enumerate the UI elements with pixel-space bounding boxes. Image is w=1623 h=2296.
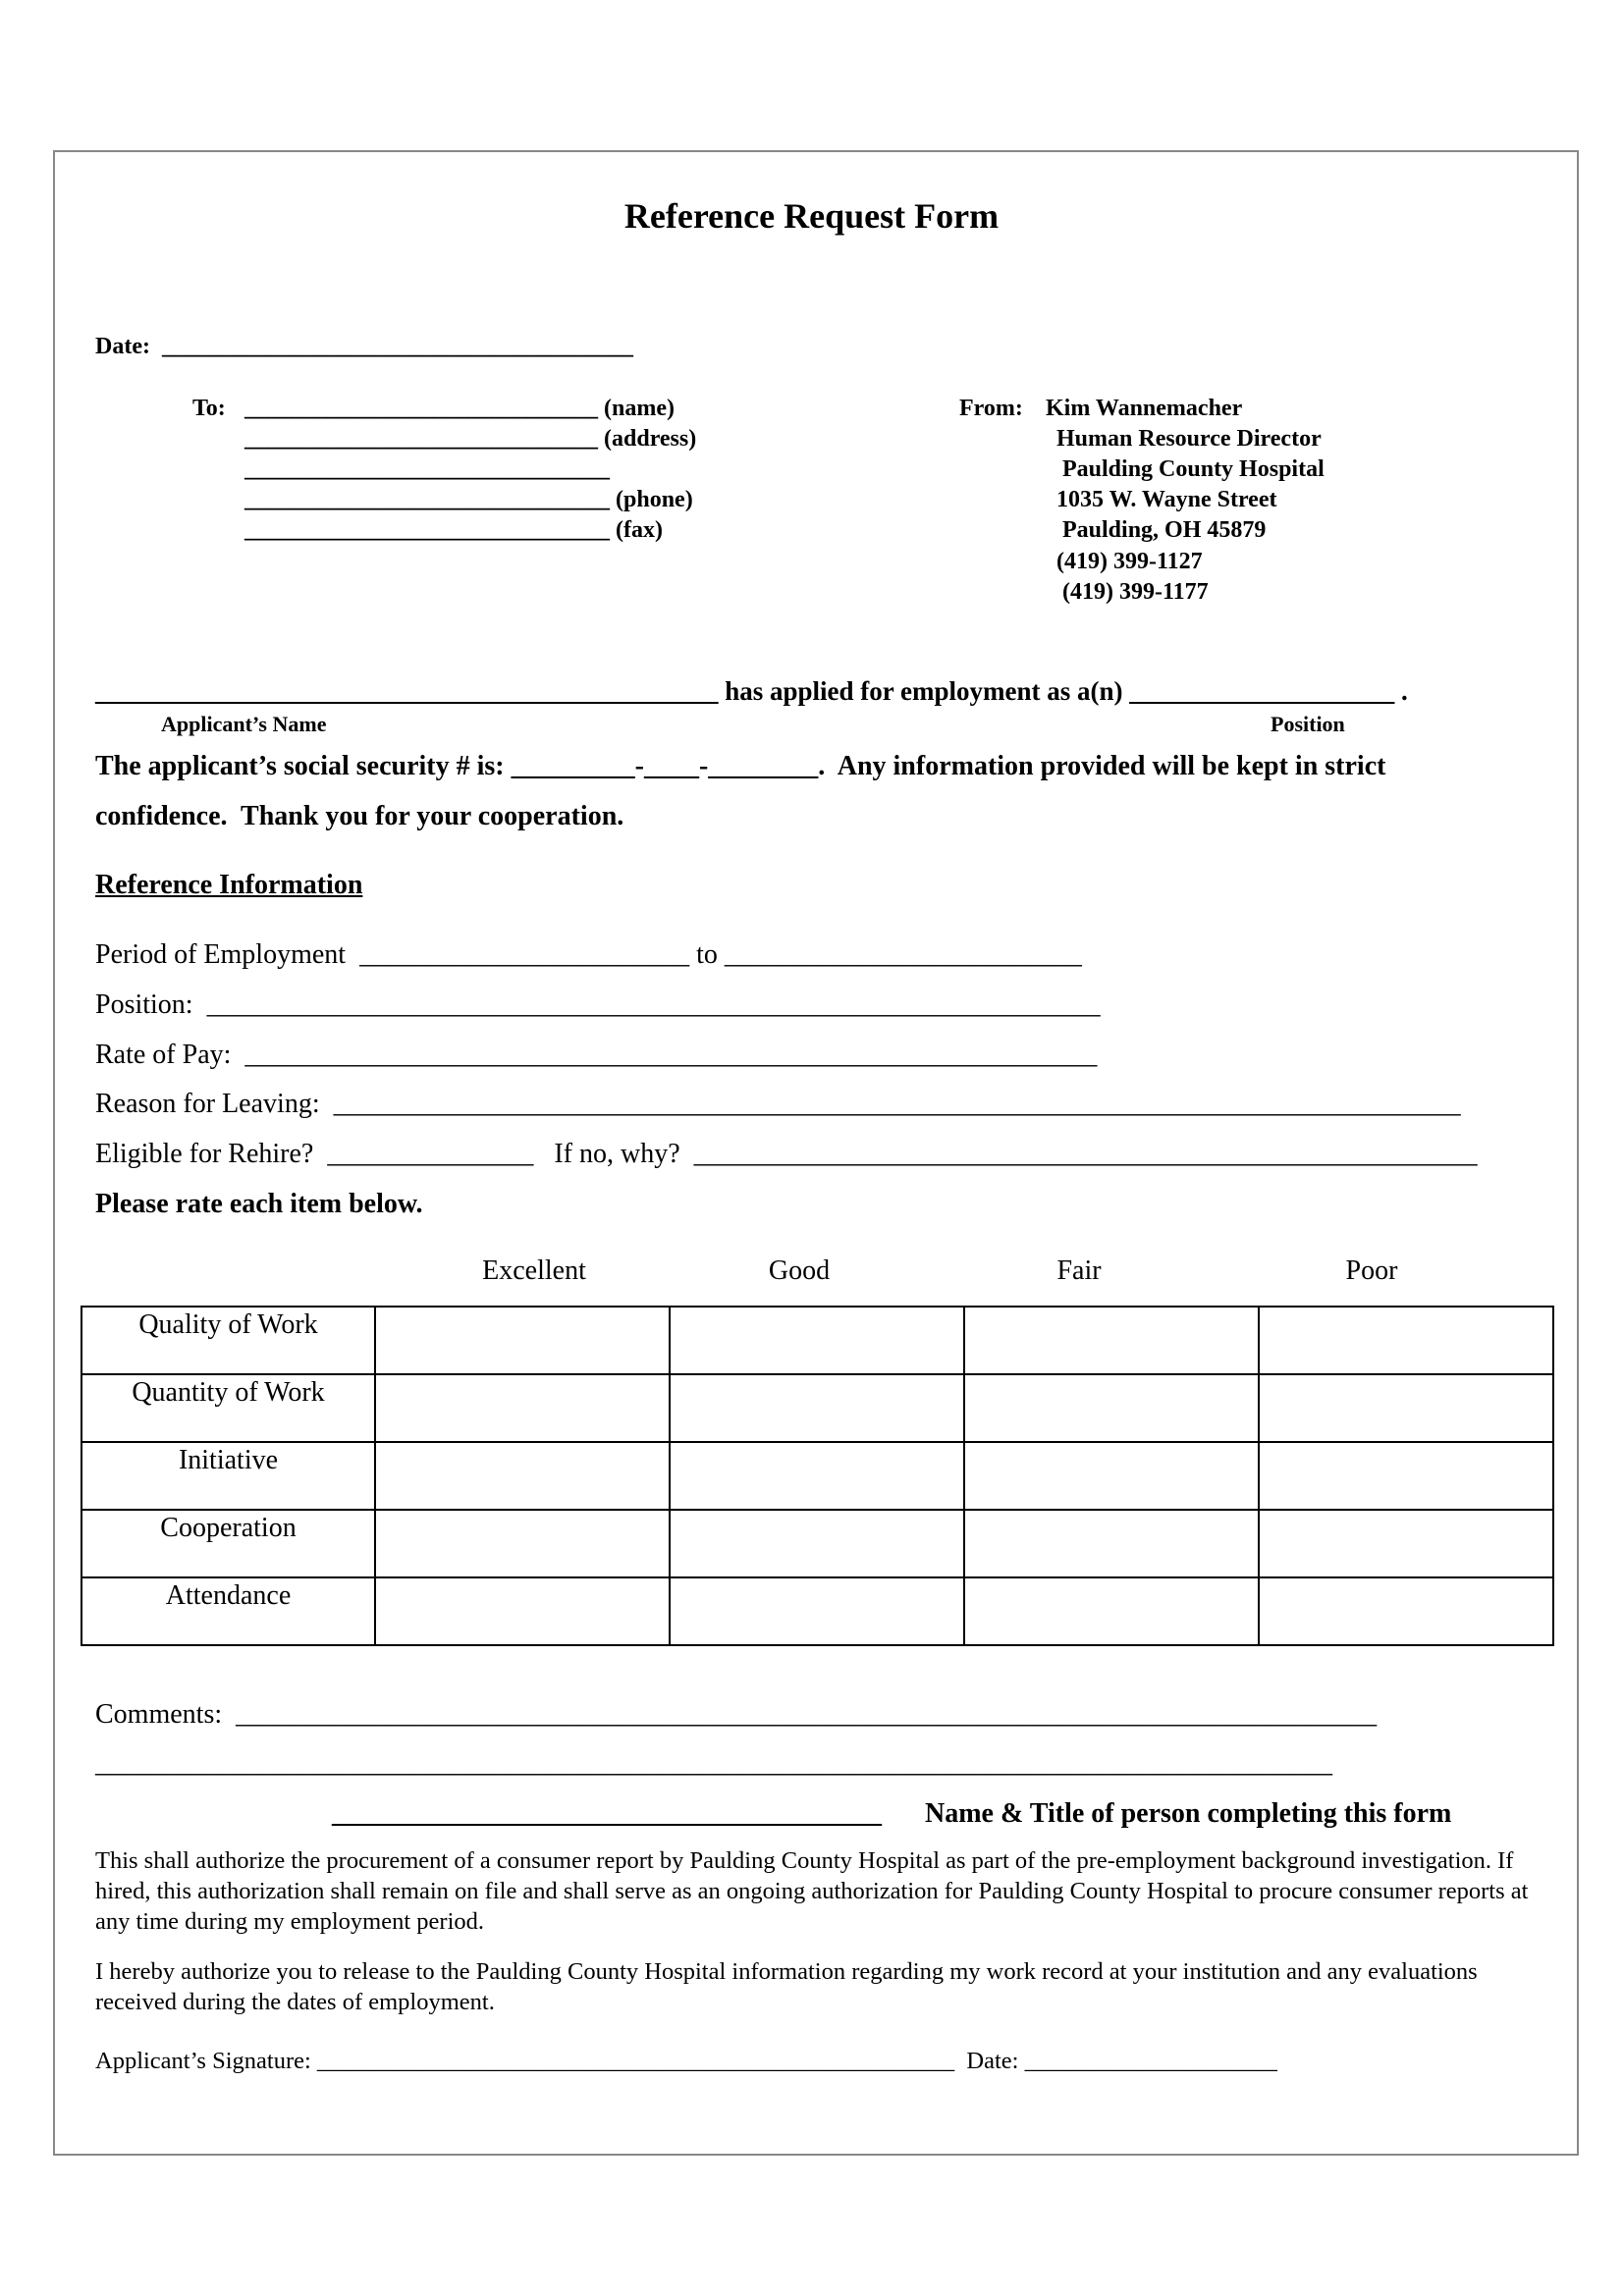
rating-cell-cooperation-excellent[interactable] [375, 1510, 670, 1577]
column-header-fair: Fair [1056, 1255, 1102, 1286]
confidence-line: confidence. Thank you for your cooperation. [95, 801, 624, 831]
rating-cell-attendance-excellent[interactable] [375, 1577, 670, 1645]
row-label-quantity-of-work: Quantity of Work [81, 1374, 375, 1442]
position-caption: Position [1271, 712, 1345, 736]
signer-caption: Name & Title of person completing this form [925, 1798, 1452, 1829]
rate-prompt: Please rate each item below. [95, 1189, 423, 1219]
rating-cell-quality-poor[interactable] [1259, 1307, 1553, 1374]
signer-name-field[interactable]: ________________________________________ [332, 1798, 882, 1829]
authorization-paragraph-1: This shall authorize the procurement of a consumer report by Paulding County Hospital as part of the pre-employment background investigation. If hired, this authorization shall remain on file and shall serve as an ongoing authorization for Paulding County Hospital to procure consumer reports at any time during my employment period. [95, 1847, 1529, 1935]
eligible-for-rehire-field[interactable]: Eligible for Rehire? _______________ If no, why? _________________________________________________________ [95, 1139, 1478, 1169]
rating-cell-quantity-poor[interactable] [1259, 1374, 1553, 1442]
from-name: Kim Wannemacher [1046, 396, 1243, 421]
to-label: To: [192, 396, 226, 421]
comments-field[interactable]: Comments: ___________________________________________________________________________________ [95, 1699, 1378, 1730]
rating-cell-quantity-fair[interactable] [964, 1374, 1259, 1442]
to-phone-field[interactable]: _______________________________ (phone) [244, 487, 693, 512]
from-title: Human Resource Director [1056, 426, 1322, 452]
from-organization: Paulding County Hospital [1062, 456, 1325, 482]
rating-table [81, 1306, 1554, 1646]
rating-cell-cooperation-fair[interactable] [964, 1510, 1259, 1577]
form-title: Reference Request Form [623, 196, 1000, 236]
column-header-poor: Poor [1345, 1255, 1398, 1286]
table-row [81, 1442, 1553, 1510]
from-street: 1035 W. Wayne Street [1056, 487, 1277, 512]
from-label: From: [959, 396, 1023, 421]
from-fax: (419) 399-1177 [1062, 579, 1209, 605]
to-name-field[interactable]: ______________________________ (name) [244, 396, 675, 421]
row-label-attendance: Attendance [81, 1577, 375, 1645]
applicant-name-caption: Applicant’s Name [161, 712, 327, 736]
date-field[interactable]: Date: ________________________________________ [95, 334, 633, 359]
rating-cell-initiative-poor[interactable] [1259, 1442, 1553, 1510]
row-label-cooperation: Cooperation [81, 1510, 375, 1577]
column-header-good: Good [768, 1255, 831, 1286]
authorization-paragraph-2: I hereby authorize you to release to the Paulding County Hospital information regarding my work record at your institution and any evaluations received during the dates of employment. [95, 1958, 1478, 2015]
rating-cell-cooperation-good[interactable] [670, 1510, 964, 1577]
applicant-employment-line[interactable]: _______________________________________________ has applied for employment as a(n) ____________________ . [95, 676, 1408, 706]
from-city: Paulding, OH 45879 [1062, 517, 1267, 543]
rating-cell-quality-excellent[interactable] [375, 1307, 670, 1374]
to-address-line2-field[interactable]: _______________________________ [244, 456, 610, 482]
rating-cell-quantity-good[interactable] [670, 1374, 964, 1442]
from-phone: (419) 399-1127 [1056, 549, 1203, 574]
to-fax-field[interactable]: _______________________________ (fax) [244, 517, 663, 543]
position-field[interactable]: Position: _________________________________________________________________ [95, 989, 1101, 1020]
rating-cell-cooperation-poor[interactable] [1259, 1510, 1553, 1577]
table-row [81, 1577, 1553, 1645]
rating-cell-attendance-good[interactable] [670, 1577, 964, 1645]
reason-for-leaving-field[interactable]: Reason for Leaving: __________________________________________________________________________________ [95, 1089, 1461, 1119]
table-row [81, 1307, 1553, 1374]
rating-cell-initiative-fair[interactable] [964, 1442, 1259, 1510]
rating-cell-initiative-excellent[interactable] [375, 1442, 670, 1510]
table-row [81, 1510, 1553, 1577]
to-address-field[interactable]: ______________________________ (address) [244, 426, 697, 452]
rating-cell-attendance-poor[interactable] [1259, 1577, 1553, 1645]
column-header-excellent: Excellent [482, 1255, 586, 1286]
rating-cell-quantity-excellent[interactable] [375, 1374, 670, 1442]
row-label-initiative: Initiative [81, 1442, 375, 1510]
rating-cell-attendance-fair[interactable] [964, 1577, 1259, 1645]
table-row [81, 1374, 1553, 1442]
rating-cell-quality-good[interactable] [670, 1307, 964, 1374]
ssn-line[interactable]: The applicant’s social security # is: _________-____-________. Any information provided will be kept in strict [95, 751, 1386, 781]
reference-heading: Reference Information [95, 870, 363, 900]
period-of-employment-field[interactable]: Period of Employment ________________________ to __________________________ [95, 939, 1082, 970]
comments-field-line2[interactable]: __________________________________________________________________________________________ [95, 1748, 1332, 1779]
rating-cell-initiative-good[interactable] [670, 1442, 964, 1510]
rate-of-pay-field[interactable]: Rate of Pay: ______________________________________________________________ [95, 1040, 1098, 1070]
row-label-quality-of-work: Quality of Work [81, 1307, 375, 1374]
applicant-signature-field[interactable]: Applicant’s Signature: _____________________________________________________ Date: _____________________ [95, 2048, 1277, 2074]
rating-cell-quality-fair[interactable] [964, 1307, 1259, 1374]
